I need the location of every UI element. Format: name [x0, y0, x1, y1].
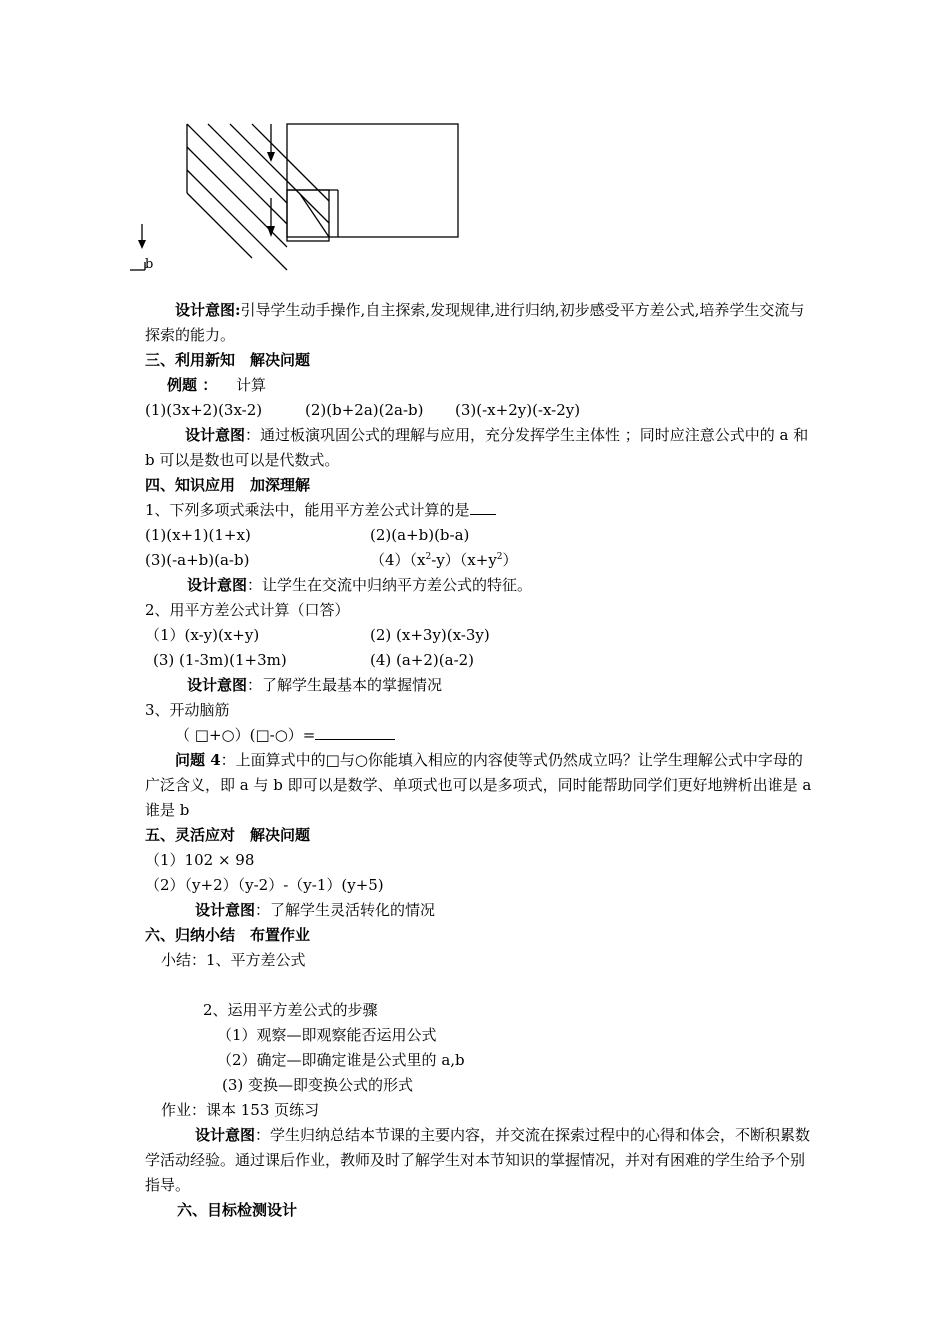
design-intent-label: 设计意图: — [175, 301, 241, 319]
summary-step-3: (3) 变换—即变换公式的形式 — [222, 1076, 414, 1094]
section-5-title: 五、灵活应对 解决问题 — [145, 826, 311, 844]
label-b: b — [145, 257, 154, 272]
summary-1: 小结：1、平方差公式 — [161, 951, 306, 969]
section-7-title: 六、目标检测设计 — [177, 1201, 298, 1219]
question-3: 3、开动脑筋 — [145, 701, 230, 719]
q5-item-2: （2）（y+2）（y-2）-（y-1）(y+5) — [145, 876, 384, 894]
section-3-title: 三、利用新知 解决问题 — [145, 351, 311, 369]
section-6-title: 六、归纳小结 布置作业 — [145, 926, 311, 944]
geometry-figure — [0, 0, 950, 290]
summary-step-2: （2）确定—即确定谁是公式里的 a,b — [217, 1051, 465, 1069]
design-intent-1: 设计意图:引导学生动手操作,自主探索,发现规律,进行归纳,初步感受平方差公式,培养学生交流与探索的能力。 — [145, 301, 805, 344]
design-intent-5: 设计意图：了解学生灵活转化的情况 — [195, 901, 436, 919]
hatch-lines — [187, 124, 329, 270]
summary-2: 2、运用平方差公式的步骤 — [203, 1001, 378, 1019]
q2-items-row1: （1）(x-y)(x+y) (2) (x+3y)(x-3y) — [145, 626, 490, 644]
problem-4: 问题 4：上面算式中的□与○你能填入相应的内容使等式仍然成立吗？让学生理解公式中字母的广泛含义，即 a 与 b 即可以是数学、单项式也可以是多项式，同时能帮助同学们更好地辨析出谁是 a 谁是 b — [145, 751, 812, 819]
q5-item-1: （1）102 × 98 — [145, 851, 255, 869]
example-items: (1)(3x+2)(3x-2) (2)(b+2a)(2a-b) (3)(-x+2y)(-x-2y) — [145, 401, 581, 419]
design-intent-4: 设计意图：了解学生最基本的掌握情况 — [187, 676, 443, 694]
design-intent-3: 设计意图：让学生在交流中归纳平方差公式的特征。 — [187, 576, 533, 594]
q2-items-row2: (3) (1-3m)(1+3m) (4) (a+2)(a-2) — [153, 651, 475, 669]
q1-items-row2: (3)(-a+b)(a-b) $(4)(x^2-y)(x+y^2)$ — [145, 551, 518, 569]
question-2: 2、用平方差公式计算（口答） — [145, 601, 350, 619]
large-square — [287, 124, 458, 237]
small-square — [287, 190, 329, 241]
q3-expression: （ □+○）(□-○）= — [145, 723, 815, 748]
document-body — [145, 298, 815, 1223]
answer-blank — [315, 725, 395, 740]
q1-items-row1: (1)(x+1)(1+x) (2)(a+b)(b-a) — [145, 526, 470, 544]
homework: 作业：课本 153 页练习 — [161, 1101, 320, 1119]
design-intent-6: 设计意图：学生归纳总结本节课的主要内容，并交流在探索过程中的心得和体会，不断积累数学活动经验。通过课后作业，教师及时了解学生对本节知识的掌握情况，并对有困难的学生给予个别指导。 — [145, 1126, 811, 1194]
example-line: 例题 ： 计算 — [167, 376, 267, 394]
summary-step-1: （1）观察—即观察能否运用公式 — [217, 1026, 437, 1044]
question-1: 1、下列多项式乘法中，能用平方差公式计算的是 — [145, 498, 815, 523]
answer-blank — [470, 500, 496, 515]
section-4-title: 四、知识应用 加深理解 — [145, 476, 311, 494]
design-intent-2: 设计意图：通过板演巩固公式的理解与应用，充分发挥学生主体性 ；同时应注意公式中的 a 和 b 可以是数也可以是代数式。 — [145, 426, 809, 469]
